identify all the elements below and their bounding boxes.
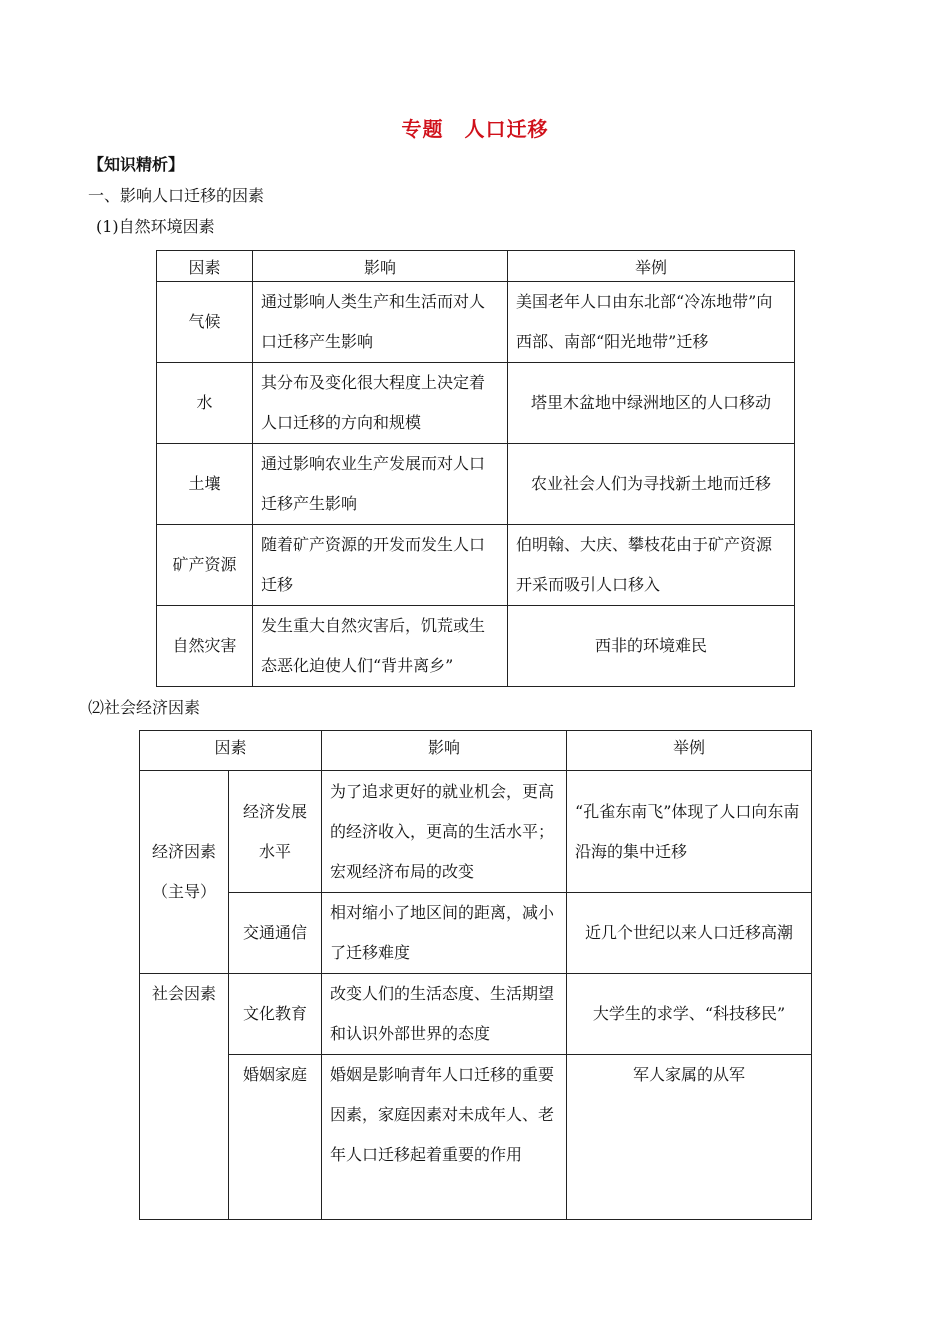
header-factor: 因素: [140, 731, 322, 771]
factor-cell: 水: [157, 363, 253, 444]
header-impact: 影响: [322, 731, 567, 771]
table-row: [157, 525, 795, 606]
factor-cell: 土壤: [157, 444, 253, 525]
table-row: [140, 1055, 812, 1220]
impact-cell: 通过影响人类生产和生活而对人口迁移产生影响: [253, 282, 508, 363]
sub-factor-cell: 经济发展水平: [229, 771, 322, 893]
section-header: 【知识精析】: [88, 155, 185, 174]
header-example: 举例: [508, 251, 795, 282]
example-cell: 大学生的求学、“科技移民”: [567, 974, 812, 1055]
header-example: 举例: [567, 731, 812, 771]
impact-cell: 发生重大自然灾害后，饥荒或生态恶化迫使人们“背井离乡”: [253, 606, 508, 687]
example-cell: 军人家属的从军: [567, 1055, 812, 1220]
impact-cell: 随着矿产资源的开发而发生人口迁移: [253, 525, 508, 606]
subheading-socioeconomic: ⑵社会经济因素: [88, 698, 201, 717]
impact-cell: 改变人们的生活态度、生活期望和认识外部世界的态度: [322, 974, 567, 1055]
table-row: [157, 444, 795, 525]
social-group-label: 社会因素: [140, 974, 229, 1220]
table-row: [140, 974, 812, 1055]
table-row: [157, 282, 795, 363]
sub-factor-cell: 交通通信: [229, 893, 322, 974]
factor-cell: 自然灾害: [157, 606, 253, 687]
sub-factor-cell: 婚姻家庭: [229, 1055, 322, 1220]
economic-group-cell: [140, 771, 229, 974]
natural-factors-table: [156, 250, 795, 687]
example-cell: 近几个世纪以来人口迁移高潮: [567, 893, 812, 974]
factor-cell: 气候: [157, 282, 253, 363]
example-cell: “孔雀东南飞”体现了人口向东南沿海的集中迁移: [567, 771, 812, 893]
page-title: 专题 人口迁移: [401, 117, 549, 141]
impact-cell: 为了追求更好的就业机会，更高的经济收入，更高的生活水平；宏观经济布局的改变: [322, 771, 567, 893]
heading-factors: 一、影响人口迁移的因素: [88, 186, 265, 205]
economic-group-label: 经济因素: [151, 842, 216, 861]
factor-cell: 矿产资源: [157, 525, 253, 606]
example-cell: 农业社会人们为寻找新土地而迁移: [508, 444, 795, 525]
table-header-row: [140, 731, 812, 771]
table-row: [140, 893, 812, 974]
sub-factor-cell: 文化教育: [229, 974, 322, 1055]
table-header-row: [157, 251, 795, 282]
table-row: [157, 606, 795, 687]
economic-group-note: （主导）: [151, 882, 216, 901]
header-factor: 因素: [157, 251, 253, 282]
socioeconomic-factors-table: [139, 730, 812, 1220]
example-cell: 西非的环境难民: [508, 606, 795, 687]
example-cell: 美国老年人口由东北部“冷冻地带”向西部、南部“阳光地带”迁移: [508, 282, 795, 363]
subheading-natural: (1)自然环境因素: [96, 217, 215, 236]
example-cell: 伯明翰、大庆、攀枝花由于矿产资源开采而吸引人口移入: [508, 525, 795, 606]
example-cell: 塔里木盆地中绿洲地区的人口移动: [508, 363, 795, 444]
impact-cell: 相对缩小了地区间的距离，减小了迁移难度: [322, 893, 567, 974]
impact-cell: 婚姻是影响青年人口迁移的重要因素，家庭因素对未成年人、老年人口迁移起着重要的作用: [322, 1055, 567, 1220]
header-impact: 影响: [253, 251, 508, 282]
table-row: [140, 771, 812, 893]
impact-cell: 通过影响农业生产发展而对人口迁移产生影响: [253, 444, 508, 525]
impact-cell: 其分布及变化很大程度上决定着人口迁移的方向和规模: [253, 363, 508, 444]
table-row: [157, 363, 795, 444]
